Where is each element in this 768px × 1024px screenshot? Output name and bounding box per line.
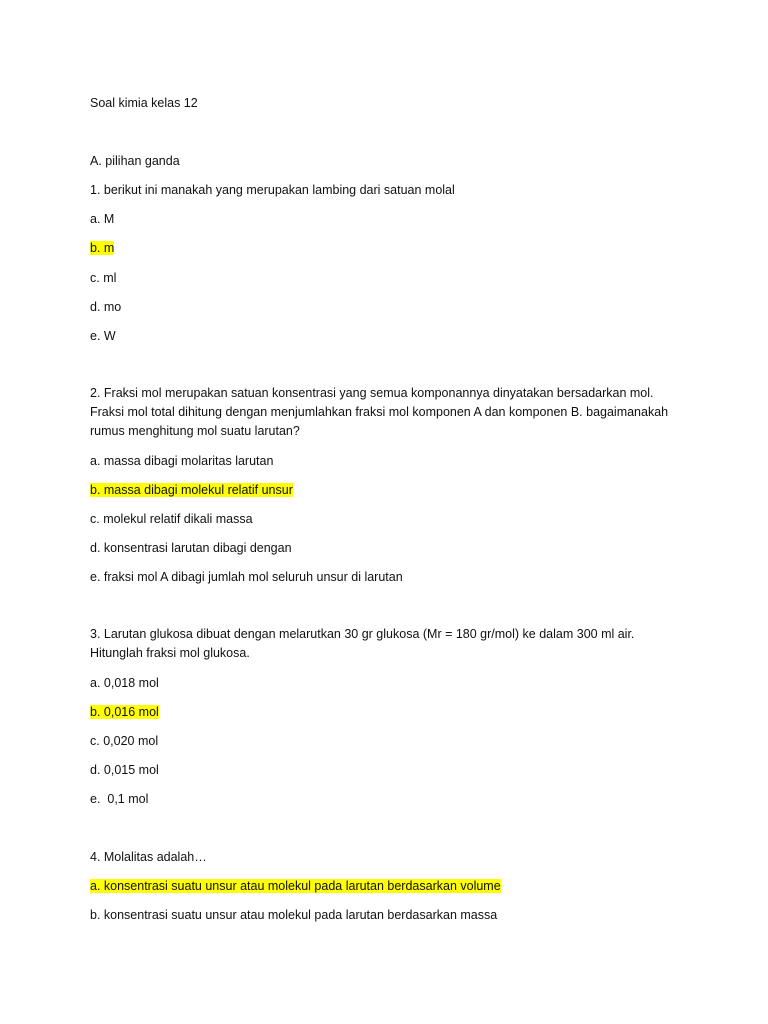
question-2-option-c: c. molekul relatif dikali massa [90,512,253,526]
document-title: Soal kimia kelas 12 [90,96,198,110]
question-4-option-a [90,877,501,895]
section-heading: A. pilihan ganda [90,154,180,168]
question-3-option-e: e. 0,1 mol [90,792,149,806]
question-2-text: 2. Fraksi mol merupakan satuan konsentrasi yang semua komponannya dinyatakan bersadarkan mol. Fraksi mol total dihitung dengan menjumlahkan fraksi mol komponen A dan komponen B. bagaimanakah rumus menghitung mol suatu larutan? [90,386,669,438]
question-1-option-d: d. mo [90,300,122,314]
answer-highlight: b. massa dibagi molekul relatif unsur [90,483,293,497]
question-3-text: 3. Larutan glukosa dibuat dengan melarutkan 30 gr glukosa (Mr = 180 gr/mol) ke dalam 300 ml air. Hitunglah fraksi mol glukosa. [90,627,635,660]
answer-highlight: a. konsentrasi suatu unsur atau molekul pada larutan berdasarkan volume [90,879,501,893]
question-4-option-b: b. konsentrasi suatu unsur atau molekul pada larutan berdasarkan massa [90,908,498,922]
answer-highlight: b. m [90,241,115,255]
question-1-option-a: a. M [90,212,115,226]
question-3-option-a: a. 0,018 mol [90,676,159,690]
question-1-option-e: e. W [90,329,116,343]
question-3-option-c: c. 0,020 mol [90,734,159,748]
question-2-option-b [90,481,293,499]
question-2-option-d: d. konsentrasi larutan dibagi dengan [90,541,292,555]
question-1-option-b [90,239,114,257]
question-4-text: 4. Molalitas adalah… [90,850,207,864]
answer-highlight: b. 0,016 mol [90,705,159,719]
question-2-option-a: a. massa dibagi molaritas larutan [90,454,274,468]
question-1-option-c: c. ml [90,271,117,285]
question-2-option-e: e. fraksi mol A dibagi jumlah mol seluruh unsur di larutan [90,570,403,584]
question-3-option-d: d. 0,015 mol [90,763,159,777]
question-1-text: 1. berikut ini manakah yang merupakan lambing dari satuan molal [90,183,455,197]
question-3-option-b [90,703,159,721]
